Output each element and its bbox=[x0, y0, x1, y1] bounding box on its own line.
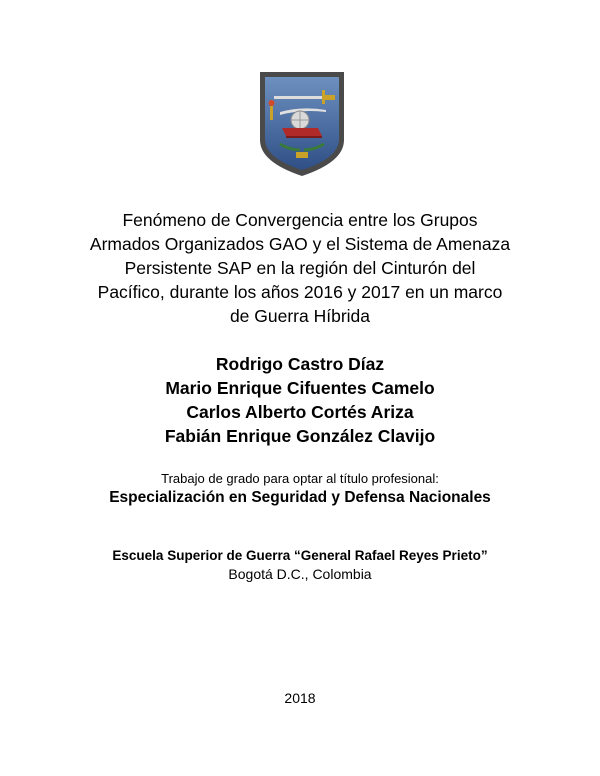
title-line: Persistente SAP en la región del Cinturón del bbox=[124, 258, 476, 278]
sword-hilt bbox=[325, 95, 335, 100]
title-line: Pacífico, durante los años 2016 y 2017 en un marco bbox=[97, 282, 503, 302]
title-line: Armados Organizados GAO y el Sistema de Amenaza bbox=[89, 234, 511, 254]
city: Bogotá D.C., Colombia bbox=[228, 566, 372, 582]
torch-handle bbox=[270, 106, 273, 120]
author-name: Carlos Alberto Cortés Ariza bbox=[186, 402, 414, 422]
school-name: Escuela Superior de Guerra “General Rafael Reyes Prieto” bbox=[112, 548, 488, 563]
shield-logo-icon bbox=[256, 70, 348, 178]
author-list bbox=[0, 352, 600, 448]
book bbox=[282, 128, 322, 136]
title-line: de Guerra Híbrida bbox=[229, 306, 371, 326]
degree-name: Especialización en Seguridad y Defensa Nacionales bbox=[109, 489, 491, 506]
gold-emblem bbox=[296, 152, 308, 158]
author-name: Rodrigo Castro Díaz bbox=[215, 354, 385, 374]
title-line: Fenómeno de Convergencia entre los Grupos bbox=[122, 210, 478, 230]
author-name: Fabián Enrique González Clavijo bbox=[164, 426, 436, 446]
sword-blade bbox=[274, 96, 324, 99]
torch-flame bbox=[269, 100, 275, 106]
year: 2018 bbox=[284, 690, 316, 706]
degree-intro: Trabajo de grado para optar al título profesional: bbox=[161, 471, 439, 486]
document-title bbox=[0, 208, 600, 328]
author-name: Mario Enrique Cifuentes Camelo bbox=[165, 378, 435, 398]
sword-guard bbox=[322, 90, 325, 104]
